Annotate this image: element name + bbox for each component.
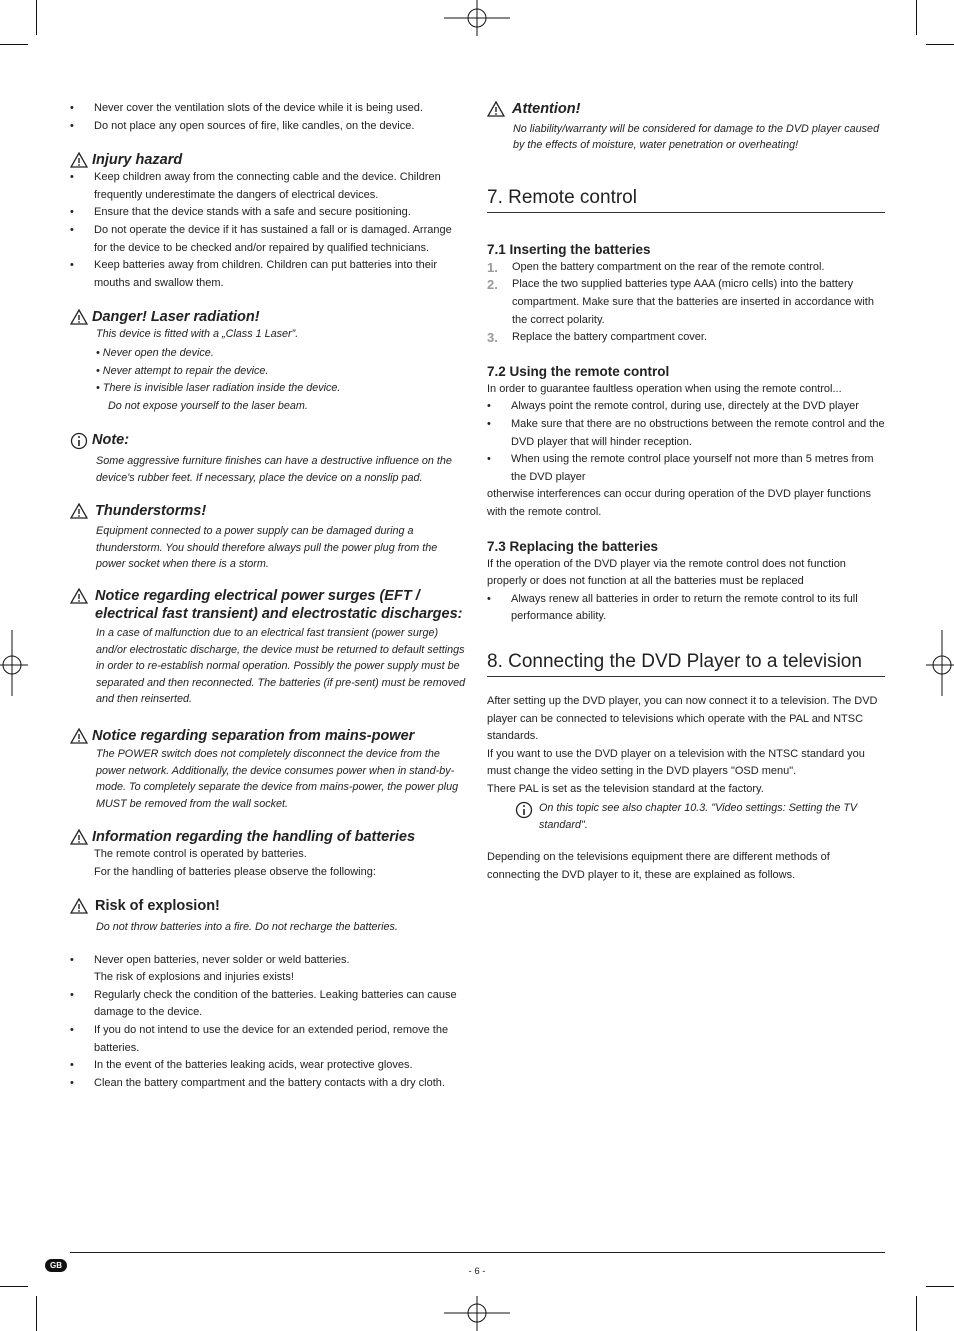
- list-item: • Do not operate the device if it has sustained a fall or is damaged. Arrange for the device to be checked and/or repaired by qualified technicians.: [70, 222, 466, 257]
- crop-mark: [916, 0, 917, 35]
- step-text: Open the battery compartment on the rear of the remote control.: [512, 260, 825, 273]
- explosion-bullet-list: [70, 952, 466, 1093]
- mains-text: The POWER switch does not completely disconnect the device from the power network. Additionally, the device consumes power when in stand-by-mode. To completely separate the device from mains-power, the power plug MUST be removed from the wall socket.: [96, 748, 459, 810]
- batteries-title: Information regarding the handling of batteries: [92, 829, 416, 845]
- injury-title: Injury hazard: [92, 152, 183, 169]
- replacing-bullet-list: [487, 591, 885, 626]
- crop-mark: [916, 1296, 917, 1331]
- section-8-paragraph: After setting up the DVD player, you can now connect it to a television. The DVD player can be connected to televisions which operate with the PAL and NTSC standards.: [487, 694, 878, 743]
- step-number: 2.: [487, 277, 498, 293]
- crop-mark: [36, 0, 37, 35]
- warning-icon: [70, 309, 88, 325]
- batteries-text: [70, 846, 466, 881]
- attention-heading: [487, 100, 885, 118]
- info-icon: [70, 432, 88, 450]
- note-heading: [70, 431, 466, 450]
- note-title: Note:: [92, 432, 130, 449]
- list-item: • Keep batteries away from children. Children can put batteries into their mouths and swallow them.: [70, 257, 466, 292]
- info-icon: [515, 801, 533, 819]
- batteries-line: For the handling of batteries please observe the following:: [94, 865, 376, 878]
- section-7-1-title: 7.1 Inserting the batteries: [487, 241, 651, 257]
- tip-box: [487, 800, 885, 833]
- step-text: Place the two supplied batteries type AAA (micro cells) into the battery compartment. Make sure that the batteries are inserted in accordance with the correct polarity.: [512, 278, 874, 326]
- warning-icon: [70, 898, 88, 914]
- crop-mark: [926, 1286, 954, 1287]
- note-text: Some aggressive furniture finishes can have a destructive influence on the device's rubber feet. If necessary, place the device on a nonslip pad.: [96, 455, 452, 484]
- registration-mark: [0, 630, 28, 696]
- laser-line: • Never attempt to repair the device.: [96, 364, 269, 377]
- step-number: 1.: [487, 259, 498, 275]
- tip-text: On this topic see also chapter 10.3. "Video settings: Setting the TV standard".: [539, 802, 858, 831]
- section-8-title: 8. Connecting the DVD Player to a television: [487, 650, 885, 677]
- list-item: • Do not place any open sources of fire, like candles, on the device.: [70, 118, 466, 136]
- laser-title: Danger! Laser radiation!: [92, 309, 260, 326]
- laser-line: This device is fitted with a „Class 1 Laser”.: [96, 328, 299, 341]
- registration-mark: [444, 0, 510, 36]
- attention-title: Attention!: [512, 101, 581, 117]
- explosion-title: Risk of explosion!: [95, 898, 220, 915]
- list-item: • Never open batteries, never solder or weld batteries. The risk of explosions and injuries exists!: [70, 952, 466, 987]
- footer-rule: [70, 1252, 885, 1253]
- warning-icon: [70, 588, 88, 604]
- laser-line: Do not expose yourself to the laser beam.: [108, 399, 308, 412]
- list-item: • Always renew all batteries in order to return the remote control to its full performance ability.: [487, 591, 885, 626]
- mains-heading: [70, 727, 466, 745]
- list-item: • Never cover the ventilation slots of the device while it is being used.: [70, 100, 466, 118]
- step-text: Replace the battery compartment cover.: [512, 331, 708, 344]
- mains-title: Notice regarding separation from mains-power: [92, 728, 415, 745]
- laser-text: [70, 326, 466, 415]
- crop-mark: [36, 1296, 37, 1331]
- inserting-steps: [487, 259, 885, 347]
- right-column: [487, 100, 885, 884]
- list-item: • If you do not intend to use the device for an extended period, remove the batteries.: [70, 1022, 466, 1057]
- crop-mark: [0, 1286, 28, 1287]
- warning-icon: [70, 829, 88, 845]
- list-item: • Clean the battery compartment and the battery contacts with a dry cloth.: [70, 1075, 466, 1093]
- step-item: [487, 276, 885, 329]
- laser-line: • Never open the device.: [96, 346, 214, 359]
- list-item: • When using the remote control place yourself not more than 5 metres from the DVD player: [487, 451, 885, 486]
- page-number: - 6 -: [468, 1266, 486, 1277]
- laser-line: • There is invisible laser radiation inside the device.: [96, 382, 341, 395]
- section-8-paragraph: Depending on the televisions equipment there are different methods of connecting the DVD player to it, these are explained as follows.: [487, 851, 830, 881]
- injury-heading: [70, 151, 466, 169]
- registration-mark: [926, 630, 954, 696]
- warning-icon: [70, 152, 88, 168]
- using-bullet-list: [487, 398, 885, 486]
- batteries-heading: [70, 828, 466, 846]
- intro-bullet-list: [70, 100, 466, 135]
- warning-icon: [70, 503, 88, 519]
- surges-title: Notice regarding electrical power surges (EFT / electrical fast transient) and electrostatic discharges:: [95, 588, 463, 623]
- section-8-body: [487, 693, 885, 885]
- language-badge: GB: [45, 1259, 67, 1272]
- left-column: [70, 100, 466, 1092]
- surges-text: In a case of malfunction due to an electrical fast transient (power surge) and/or electrostatic discharge, the device must be returned to default settings in order to re-establish normal operation. Possibly the power supply must be separated and then reconnected. The batteries (if pre-sent) must be removed and then reinserted.: [96, 627, 466, 705]
- surges-heading: [70, 587, 466, 623]
- thunder-text: Equipment connected to a power supply can be damaged during a thunderstorm. You should therefore always pull the power plug from the power socket when there is a storm.: [96, 525, 438, 570]
- registration-mark: [444, 1296, 510, 1331]
- list-item: • Always point the remote control, during use, directely at the DVD player: [487, 398, 885, 416]
- thunder-title: Thunderstorms!: [95, 503, 207, 520]
- step-item: [487, 259, 885, 277]
- laser-heading: [70, 308, 466, 326]
- crop-mark: [926, 44, 954, 45]
- attention-text: No liability/warranty will be considered for damage to the DVD player caused by the effects of moisture, water penetration or overheating!: [513, 123, 880, 152]
- injury-bullet-list: [70, 169, 466, 292]
- section-7-2-outro: otherwise interferences can occur during operation of the DVD player functions with the remote control.: [487, 488, 871, 518]
- section-7-3-intro: If the operation of the DVD player via the remote control does not function properly or does not function at all the batteries must be replaced: [487, 557, 846, 588]
- explosion-text: Do not throw batteries into a fire. Do not recharge the batteries.: [96, 921, 398, 934]
- list-item: • In the event of the batteries leaking acids, wear protective gloves.: [70, 1057, 466, 1075]
- warning-icon: [487, 101, 505, 117]
- warning-icon: [70, 728, 88, 744]
- section-8-paragraph: If you want to use the DVD player on a television with the NTSC standard you must change the video setting in the DVD players "OSD menu".: [487, 747, 865, 778]
- list-item: • Regularly check the condition of the batteries. Leaking batteries can cause damage to the device.: [70, 987, 466, 1022]
- step-item: [487, 329, 885, 347]
- section-7-2-title: 7.2 Using the remote control: [487, 363, 670, 379]
- section-7-title: 7. Remote control: [487, 186, 885, 213]
- list-item: • Keep children away from the connecting cable and the device. Children frequently underestimate the dangers of electrical devices.: [70, 169, 466, 204]
- batteries-line: The remote control is operated by batteries.: [94, 848, 307, 860]
- step-number: 3.: [487, 330, 498, 346]
- list-item: • Make sure that there are no obstructions between the remote control and the DVD player that will hinder reception.: [487, 416, 885, 451]
- crop-mark: [0, 44, 28, 45]
- explosion-heading: [70, 897, 466, 915]
- section-8-paragraph: There PAL is set as the television standard at the factory.: [487, 782, 764, 795]
- thunder-heading: [70, 502, 466, 520]
- section-7-2-intro: In order to guarantee faultless operation when using the remote control...: [487, 382, 842, 395]
- list-item: • Ensure that the device stands with a safe and secure positioning.: [70, 204, 466, 222]
- section-7-3-title: 7.3 Replacing the batteries: [487, 538, 659, 554]
